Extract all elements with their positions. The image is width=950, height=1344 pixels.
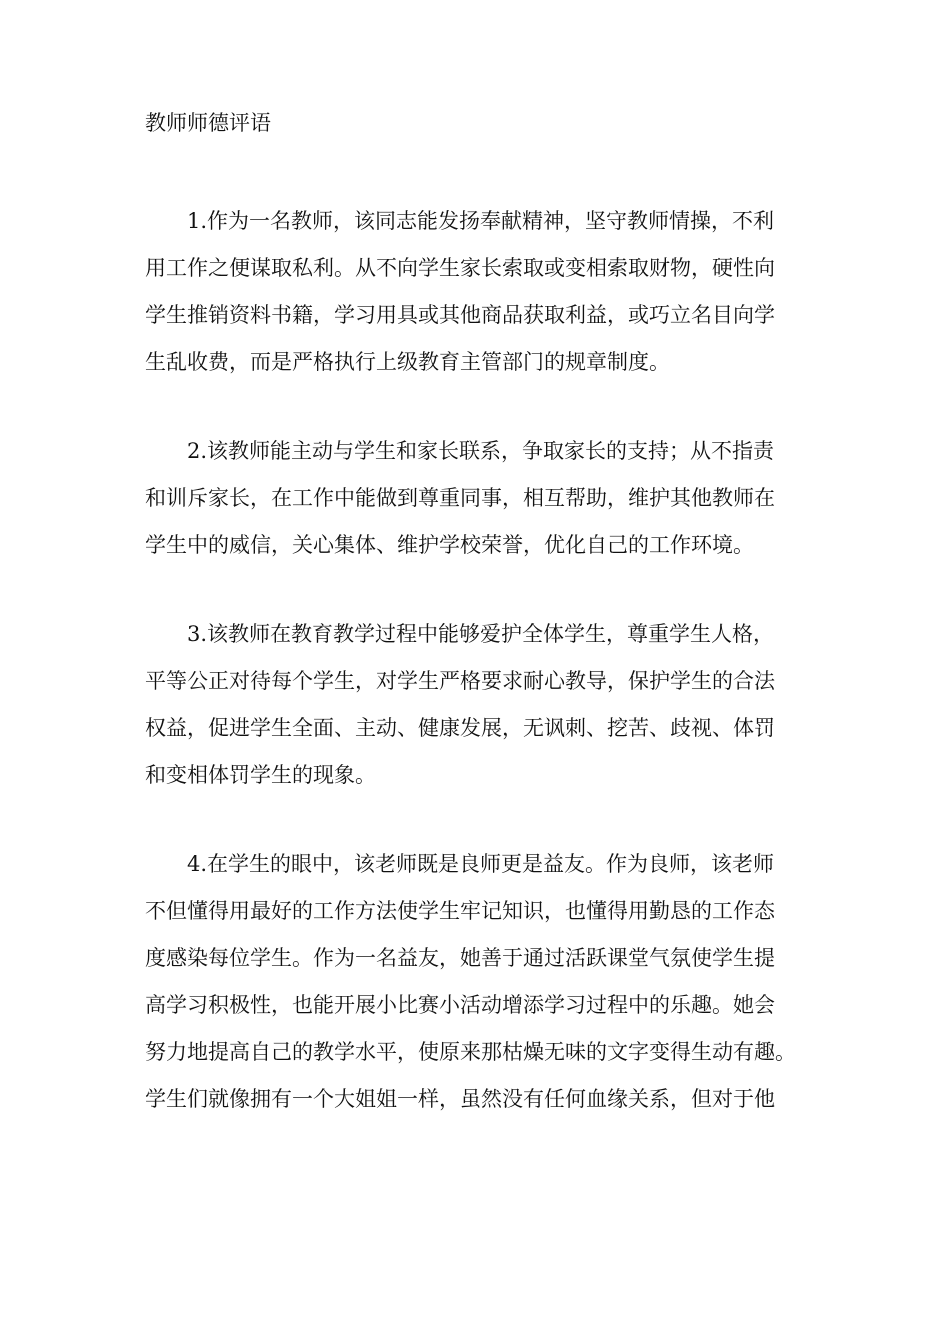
document-body bbox=[145, 198, 825, 1165]
paragraph-1 bbox=[145, 198, 825, 386]
paragraph-line: 和变相体罚学生的现象。 bbox=[145, 763, 376, 787]
document-title: 教师师德评语 bbox=[145, 111, 271, 135]
paragraph-line: 1.作为一名教师，该同志能发扬奉献精神，坚守教师情操，不利 bbox=[187, 209, 775, 233]
paragraph-line: 度感染每位学生。作为一名益友，她善于通过活跃课堂气氛使学生提 bbox=[145, 946, 775, 970]
paragraph-line: 和训斥家长，在工作中能做到尊重同事，相互帮助，维护其他教师在 bbox=[145, 486, 775, 510]
paragraph-line: 学生中的威信，关心集体、维护学校荣誉，优化自己的工作环境。 bbox=[145, 533, 754, 557]
paragraph-line: 平等公正对待每个学生，对学生严格要求耐心教导，保护学生的合法 bbox=[145, 669, 775, 693]
paragraph-3 bbox=[145, 611, 825, 799]
paragraph-line: 学生推销资料书籍，学习用具或其他商品获取利益，或巧立名目向学 bbox=[145, 303, 775, 327]
paragraph-4 bbox=[145, 841, 825, 1123]
paragraph-line: 权益，促进学生全面、主动、健康发展，无讽刺、挖苦、歧视、体罚 bbox=[145, 716, 775, 740]
paragraph-line: 努力地提高自己的教学水平，使原来那枯燥无味的文字变得生动有趣。 bbox=[145, 1040, 796, 1064]
paragraph-line: 用工作之便谋取私利。从不向学生家长索取或变相索取财物，硬性向 bbox=[145, 256, 775, 280]
paragraph-2 bbox=[145, 428, 825, 569]
paragraph-line: 高学习积极性，也能开展小比赛小活动增添学习过程中的乐趣。她会 bbox=[145, 993, 775, 1017]
paragraph-line: 4.在学生的眼中，该老师既是良师更是益友。作为良师，该老师 bbox=[187, 852, 775, 876]
paragraph-line: 学生们就像拥有一个大姐姐一样，虽然没有任何血缘关系，但对于他 bbox=[145, 1087, 775, 1111]
paragraph-line: 3.该教师在教育教学过程中能够爱护全体学生，尊重学生人格， bbox=[187, 622, 775, 646]
paragraph-line: 生乱收费，而是严格执行上级教育主管部门的规章制度。 bbox=[145, 350, 670, 374]
paragraph-line: 2.该教师能主动与学生和家长联系，争取家长的支持；从不指责 bbox=[187, 439, 775, 463]
paragraph-line: 不但懂得用最好的工作方法使学生牢记知识，也懂得用勤恳的工作态 bbox=[145, 899, 775, 923]
